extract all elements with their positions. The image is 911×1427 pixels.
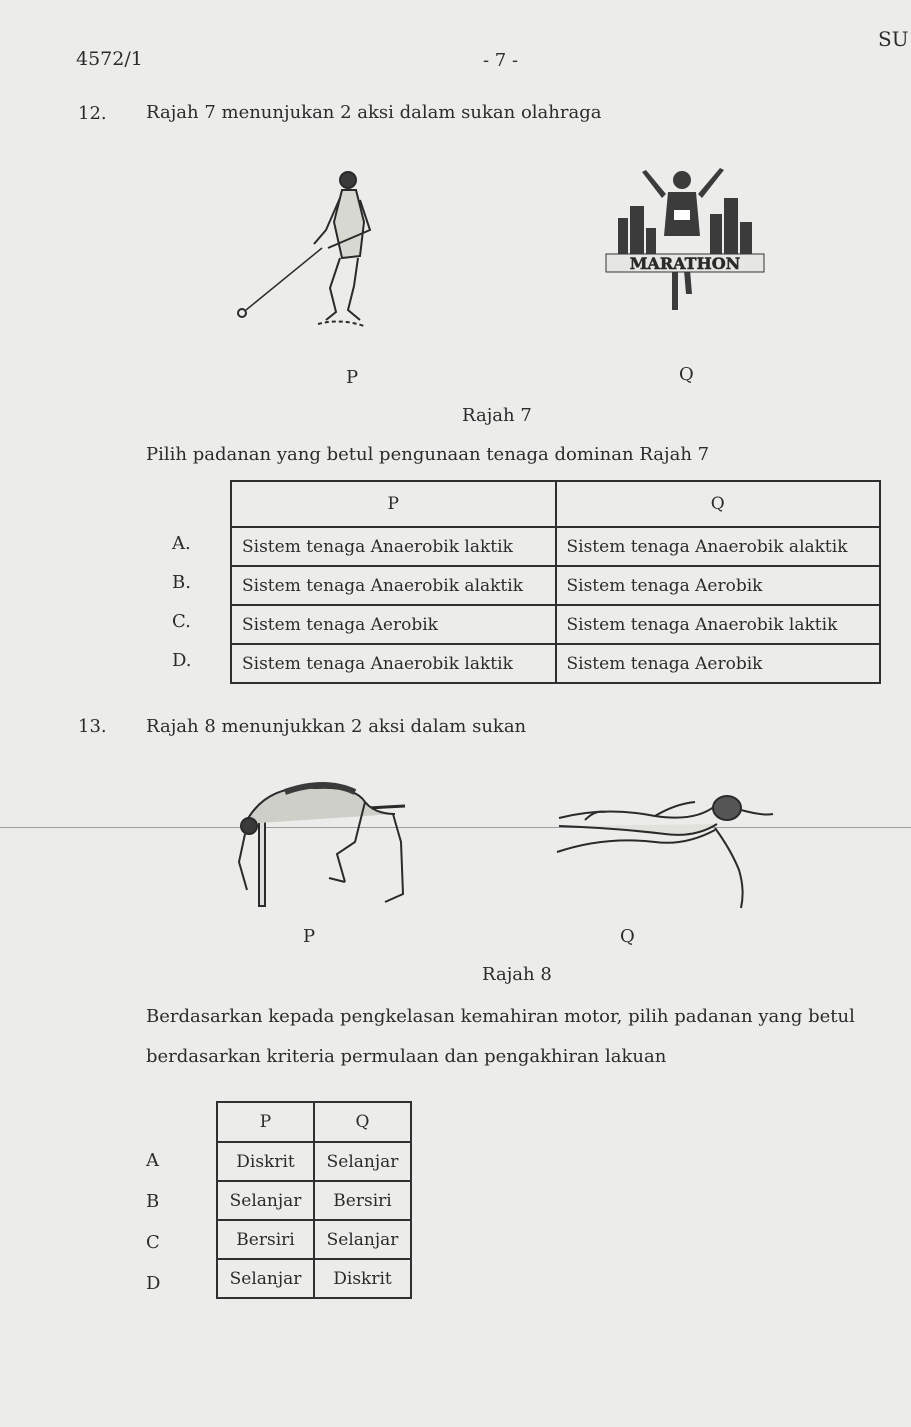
q12-number: 12. (78, 103, 107, 124)
q13-option-letter[interactable]: C (146, 1232, 160, 1253)
q12-option-letter[interactable]: B. (172, 572, 191, 593)
table-cell-p: Sistem tenaga Anaerobik laktik (231, 527, 556, 566)
q13-instruction-line2: berdasarkan kriteria permulaan dan pengakhiran lakuan (146, 1046, 667, 1067)
table-row (231, 644, 880, 683)
q12-answer-table (230, 480, 881, 684)
q12-label-q: Q (679, 364, 694, 385)
hammer-throw-illustration (230, 160, 400, 335)
table-cell-p: Selanjar (217, 1181, 314, 1220)
q12-text: Rajah 7 menunjukan 2 aksi dalam sukan olahraga (146, 102, 602, 123)
q12-instruction: Pilih padanan yang betul pengunaan tenaga dominan Rajah 7 (146, 444, 710, 465)
q12-option-letter[interactable]: A. (172, 533, 191, 554)
page-number: - 7 - (483, 50, 519, 71)
table-row (231, 566, 880, 605)
q12-option-letter[interactable]: C. (172, 611, 191, 632)
athlete-head (340, 172, 356, 188)
q13-option-letter[interactable]: B (146, 1191, 160, 1212)
q13-text: Rajah 8 menunjukkan 2 aksi dalam sukan (146, 716, 527, 737)
table-header-row (231, 481, 880, 527)
table-cell-q: Selanjar (314, 1220, 411, 1259)
hammer-wire (246, 248, 322, 310)
table-cell-q: Selanjar (314, 1142, 411, 1181)
table-header-row (217, 1102, 411, 1142)
table-cell-p: Selanjar (217, 1259, 314, 1298)
hammer-ball (238, 309, 246, 317)
q12-option-letter[interactable]: D. (172, 650, 192, 671)
table-cell-p: Sistem tenaga Aerobik (231, 605, 556, 644)
table-cell-q: Sistem tenaga Aerobik (556, 644, 881, 683)
swimming-illustration (545, 780, 775, 915)
table-header-p: P (231, 481, 556, 527)
q13-options (146, 1140, 176, 1304)
table-cell-q: Sistem tenaga Anaerobik alaktik (556, 527, 881, 566)
high-jump-illustration (225, 762, 415, 912)
table-row (217, 1181, 411, 1220)
table-header-q: Q (556, 481, 881, 527)
q12-options (172, 524, 212, 680)
q13-number: 13. (78, 716, 107, 737)
table-row (217, 1259, 411, 1298)
paper-code: 4572/1 (76, 48, 143, 70)
table-cell-q: Sistem tenaga Aerobik (556, 566, 881, 605)
q12-caption: Rajah 7 (462, 405, 532, 426)
table-row (231, 527, 880, 566)
table-cell-q: Bersiri (314, 1181, 411, 1220)
table-cell-p: Bersiri (217, 1220, 314, 1259)
table-row (217, 1220, 411, 1259)
table-cell-p: Sistem tenaga Anaerobik laktik (231, 644, 556, 683)
table-header-p: P (217, 1102, 314, 1142)
q13-option-letter[interactable]: A (146, 1150, 159, 1171)
q13-label-p: P (303, 926, 316, 947)
table-cell-q: Diskrit (314, 1259, 411, 1298)
marathon-logo-text: MARATHON (629, 254, 741, 273)
q12-label-p: P (346, 367, 359, 388)
table-cell-q: Sistem tenaga Anaerobik laktik (556, 605, 881, 644)
q13-label-q: Q (620, 926, 635, 947)
table-cell-p: Diskrit (217, 1142, 314, 1181)
q13-caption: Rajah 8 (482, 964, 552, 985)
table-header-q: Q (314, 1102, 411, 1142)
table-row (217, 1142, 411, 1181)
corner-mark: SU (878, 27, 909, 51)
marathon-illustration (600, 158, 770, 328)
table-row (231, 605, 880, 644)
q13-option-letter[interactable]: D (146, 1273, 161, 1294)
q13-answer-table (216, 1101, 412, 1299)
table-cell-p: Sistem tenaga Anaerobik alaktik (231, 566, 556, 605)
q13-instruction-line1: Berdasarkan kepada pengkelasan kemahiran motor, pilih padanan yang betul (146, 1006, 855, 1027)
